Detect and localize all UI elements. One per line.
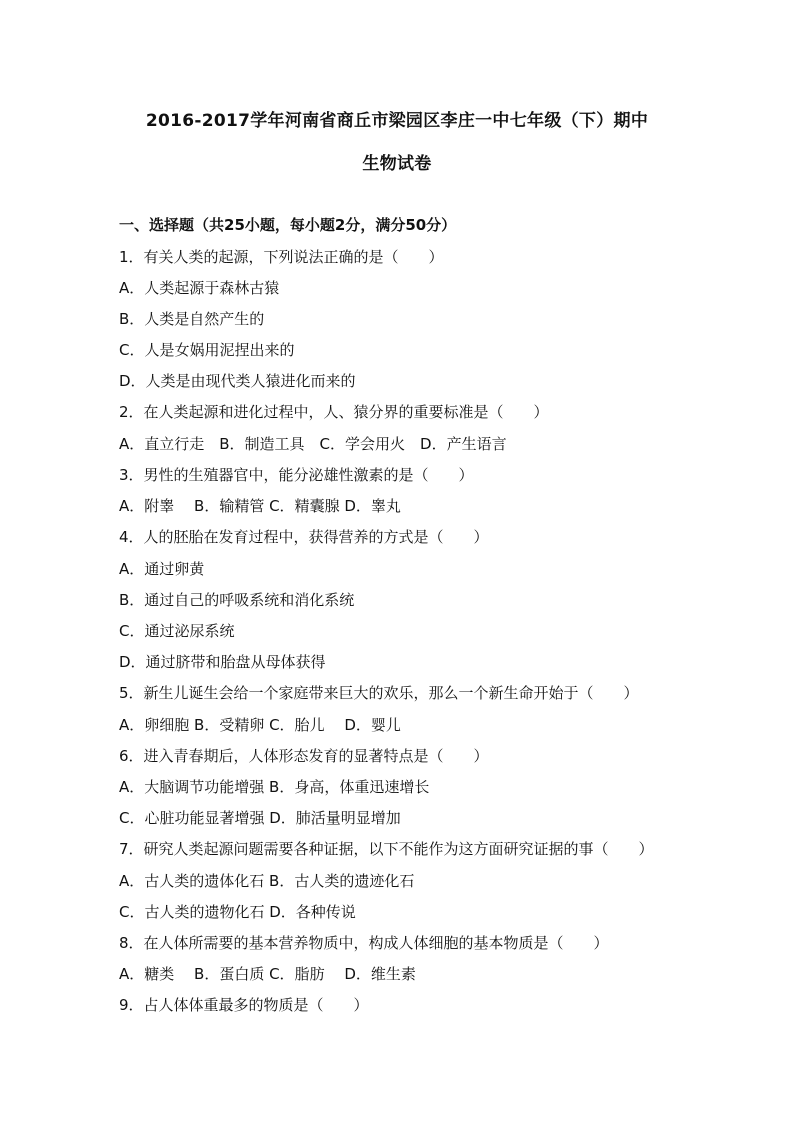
q4-option-a: A．通过卵黄 bbox=[119, 560, 205, 578]
section-heading: 一、选择题（共25小题，每小题2分，满分50分） bbox=[119, 216, 457, 234]
q1-option-c: C．人是女娲用泥捏出来的 bbox=[119, 341, 295, 359]
question-4: 4．人的胚胎在发育过程中，获得营养的方式是（ ） bbox=[119, 528, 489, 546]
q7-options-ab: A．古人类的遗体化石 B．古人类的遗迹化石 bbox=[119, 872, 415, 890]
q1-option-b: B．人类是自然产生的 bbox=[119, 310, 265, 328]
q8-options: A．糖类 B．蛋白质 C．脂肪 D．维生素 bbox=[119, 965, 416, 983]
q4-option-b: B．通过自己的呼吸系统和消化系统 bbox=[119, 591, 355, 609]
q4-option-c: C．通过泌尿系统 bbox=[119, 622, 235, 640]
exam-title-line-1: 2016-2017学年河南省商丘市梁园区李庄一中七年级（下）期中 bbox=[145, 111, 649, 131]
q2-options: A．直立行走 B．制造工具 C．学会用火 D．产生语言 bbox=[119, 435, 507, 453]
q7-options-cd: C．古人类的遗物化石 D．各种传说 bbox=[119, 903, 356, 921]
q3-options: A．附睾 B．输精管 C．精囊腺 D．睾丸 bbox=[119, 497, 401, 515]
q5-options: A．卵细胞 B．受精卵 C．胎儿 D．婴儿 bbox=[119, 716, 401, 734]
q6-options-ab: A．大脑调节功能增强 B．身高，体重迅速增长 bbox=[119, 778, 430, 796]
q1-option-a: A．人类起源于森林古猿 bbox=[119, 279, 280, 297]
question-8: 8．在人体所需要的基本营养物质中，构成人体细胞的基本物质是（ ） bbox=[119, 934, 609, 952]
question-6: 6．进入青春期后，人体形态发育的显著特点是（ ） bbox=[119, 747, 489, 765]
q1-option-d: D．人类是由现代类人猿进化而来的 bbox=[119, 372, 356, 390]
question-1: 1．有关人类的起源，下列说法正确的是（ ） bbox=[119, 248, 444, 266]
question-3: 3．男性的生殖器官中，能分泌雄性激素的是（ ） bbox=[119, 466, 474, 484]
question-7: 7．研究人类起源问题需要各种证据，以下不能作为这方面研究证据的事（ ） bbox=[119, 840, 654, 858]
question-9: 9．占人体体重最多的物质是（ ） bbox=[119, 996, 369, 1014]
question-2: 2．在人类起源和进化过程中，人、猿分界的重要标准是（ ） bbox=[119, 403, 549, 421]
exam-title-line-2: 生物试卷 bbox=[362, 154, 432, 174]
question-5: 5．新生儿诞生会给一个家庭带来巨大的欢乐，那么一个新生命开始于（ ） bbox=[119, 684, 639, 702]
q6-options-cd: C．心脏功能显著增强 D．肺活量明显增加 bbox=[119, 809, 401, 827]
q4-option-d: D．通过脐带和胎盘从母体获得 bbox=[119, 653, 326, 671]
